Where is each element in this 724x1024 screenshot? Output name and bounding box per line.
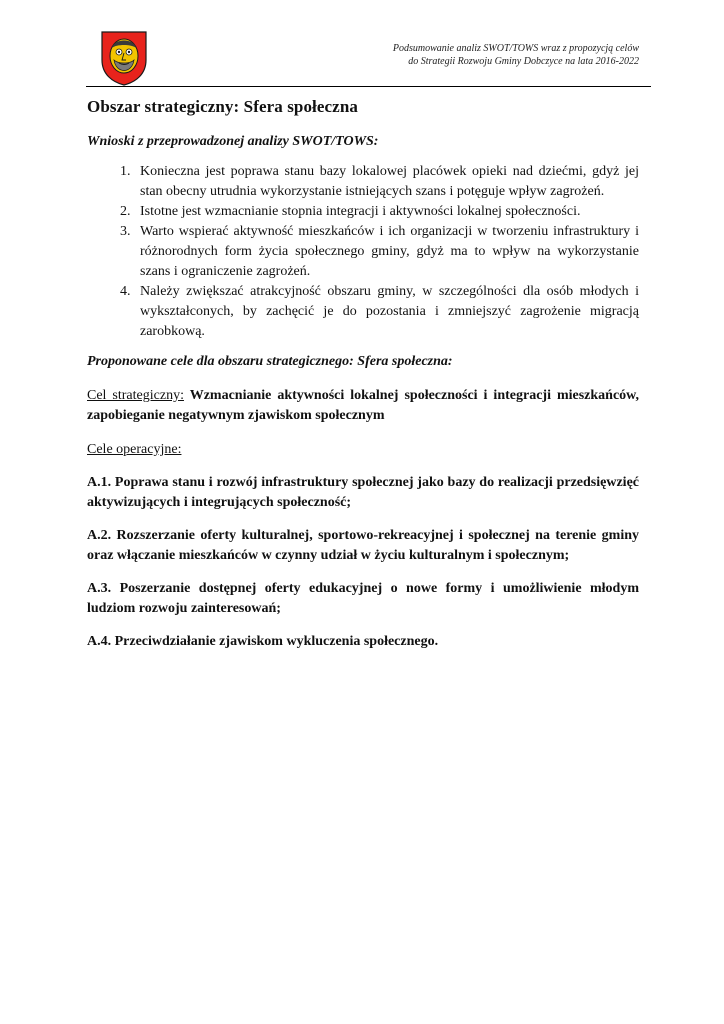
operational-goal: A.1. Poprawa stanu i rozwój infrastruktury społecznej jako bazy do realizacji przedsięwzięć aktywizujących i integrujących społeczność; bbox=[87, 475, 639, 510]
list-item: 1. Konieczna jest poprawa stanu bazy lokalowej placówek opieki nad dziećmi, gdyż jej stan obecny utrudnia wykorzystanie istniejących szans i potęguje wpływ zagrożeń. bbox=[134, 162, 639, 202]
header-caption bbox=[393, 42, 639, 68]
operational-goal: A.3. Poszerzanie dostępnej oferty edukacyjnej o nowe formy i umożliwienie młodym ludziom rozwoju zainteresowań; bbox=[87, 581, 639, 616]
document-body bbox=[87, 96, 639, 652]
operational-goal: A.4. Przeciwdziałanie zjawiskom wykluczenia społecznego. bbox=[87, 634, 439, 649]
list-item: 2. Istotne jest wzmacnianie stopnia integracji i aktywności lokalnej społeczności. bbox=[134, 202, 639, 222]
conclusions-list bbox=[87, 162, 639, 342]
header-divider bbox=[86, 86, 651, 87]
section-title: Obszar strategiczny: Sfera społeczna bbox=[87, 97, 358, 116]
goals-heading: Proponowane cele dla obszaru strategicznego: Sfera społeczna: bbox=[87, 354, 453, 369]
operational-goal: A.2. Rozszerzanie oferty kulturalnej, sportowo-rekreacyjnej i społecznej na terenie gminy oraz włączanie mieszkańców w czynny udział w życiu kulturalnym i społecznym; bbox=[87, 528, 639, 563]
conclusions-heading: Wnioski z przeprowadzonej analizy SWOT/TOWS: bbox=[87, 134, 379, 149]
list-item: 3. Warto wspierać aktywność mieszkańców i ich organizacji w tworzeniu infrastruktury i różnorodnych form życia społecznego gminy, gdyż ma to wpływ na wykorzystanie szans i ograniczenie zagrożeń. bbox=[134, 222, 639, 282]
header-line-1: Podsumowanie analiz SWOT/TOWS wraz z propozycją celów bbox=[392, 43, 639, 54]
strategic-goal-text: Wzmacnianie aktywności lokalnej społeczności i integracji mieszkańców, zapobieganie negatywnym zjawiskom społecznym bbox=[87, 388, 640, 423]
list-item: 4. Należy zwiększać atrakcyjność obszaru gminy, w szczególności dla osób młodych i wykształconych, by zachęcić je do pozostania i zmniejszyć zagrożenie migracją zarobkową. bbox=[134, 282, 639, 342]
header-line-2: do Strategii Rozwoju Gminy Dobczyce na lata 2016-2022 bbox=[408, 56, 639, 67]
strategic-goal-label: Cel strategiczny: bbox=[87, 388, 184, 403]
strategic-goal bbox=[87, 386, 639, 426]
page-header bbox=[86, 24, 651, 88]
operational-goals-label: Cele operacyjne: bbox=[87, 442, 182, 457]
coat-of-arms-icon bbox=[100, 30, 148, 86]
